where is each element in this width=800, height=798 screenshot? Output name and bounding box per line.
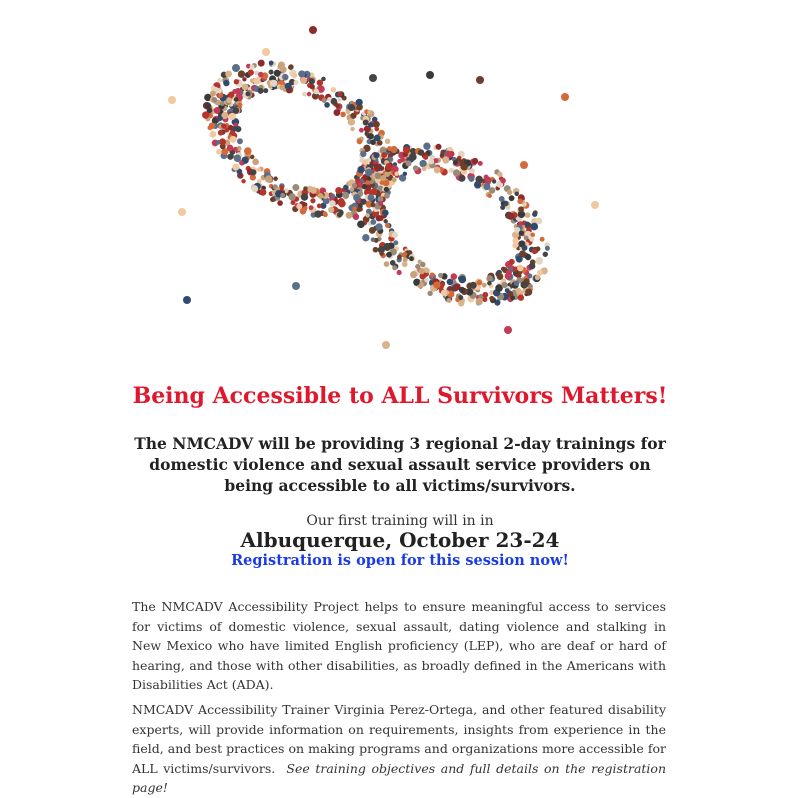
person-figure bbox=[309, 26, 317, 34]
body-paragraph-text: NMCADV Accessibility Trainer Virginia Perez-Ortega, and other featured disability experts, will provide information on requirements, insights from experience in the field, and best practices on making programs and organizations more accessible for ALL victims/survivors. bbox=[132, 702, 666, 776]
chain-link-crowd-illustration bbox=[0, 0, 800, 370]
person-figure bbox=[520, 161, 528, 169]
person-figure bbox=[369, 74, 377, 82]
person-figure bbox=[561, 93, 569, 101]
person-figure bbox=[232, 64, 240, 72]
body-paragraph: The NMCADV Accessibility Project helps to ensure meaningful access to services for victims of domestic violence, sexual assault, dating violence and stalking in New Mexico who have limited English proficiency (LEP), who are deaf or hard of hearing, and those with other disabilities, as broadly defined in the Americans with Disabilities Act (ADA). bbox=[132, 599, 666, 692]
person-figure bbox=[426, 71, 434, 79]
training-city-dates: Albuquerque, October 23-24 bbox=[240, 528, 560, 552]
person-figure bbox=[183, 296, 191, 304]
person-figure bbox=[262, 48, 270, 56]
person-figure bbox=[292, 282, 300, 290]
intro-line: domestic violence and sexual assault service providers on bbox=[149, 455, 651, 474]
intro-line: The NMCADV will be providing 3 regional 2-day trainings for bbox=[134, 434, 666, 453]
person-figure bbox=[178, 208, 186, 216]
person-figure bbox=[168, 96, 176, 104]
intro-line: being accessible to all victims/survivors. bbox=[224, 476, 576, 495]
chain-link-shape bbox=[175, 30, 424, 252]
page-title: Being Accessible to ALL Survivors Matters! bbox=[132, 383, 668, 409]
registration-note: See training objectives and full details on the registration page! bbox=[132, 760, 666, 795]
person-figure bbox=[382, 341, 390, 349]
training-lead: Our first training will in in bbox=[306, 513, 494, 529]
person-figure bbox=[591, 201, 599, 209]
intro-text bbox=[120, 433, 680, 496]
body-paragraph bbox=[132, 700, 666, 798]
person-figure bbox=[504, 326, 512, 334]
registration-link[interactable]: Registration is open for this session now! bbox=[231, 552, 569, 569]
person-figure bbox=[476, 76, 484, 84]
hero-image bbox=[0, 0, 800, 370]
